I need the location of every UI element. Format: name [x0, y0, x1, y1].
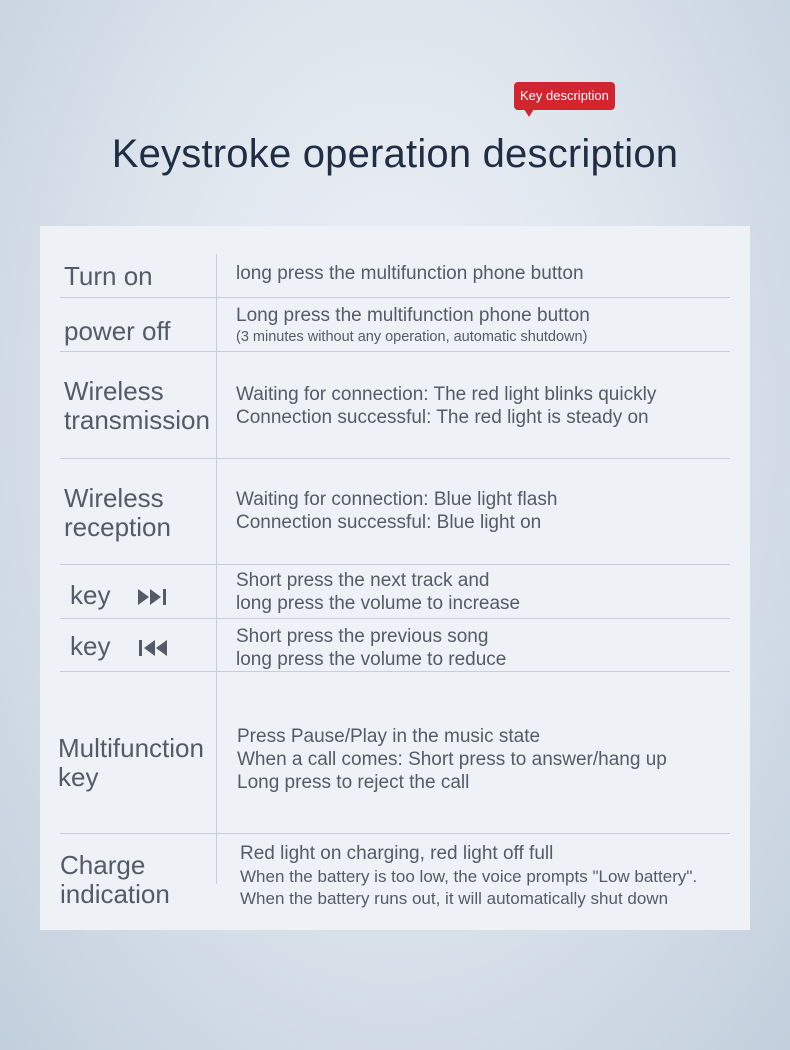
key-label-line: transmission [64, 405, 210, 435]
key-label-text: key [70, 631, 111, 661]
key-description-badge: Key description [514, 82, 615, 110]
desc-line: Connection successful: Blue light on [236, 512, 542, 533]
desc-power-off [236, 304, 590, 347]
key-label-previous [70, 632, 168, 661]
desc-multifunction [237, 725, 667, 794]
key-label-power-off: power off [64, 316, 171, 346]
row-divider [60, 671, 730, 672]
row-divider [60, 458, 730, 459]
desc-line: Long press the multifunction phone button [236, 305, 590, 326]
desc-note: (3 minutes without any operation, automatic shutdown) [236, 329, 588, 345]
row-divider [60, 564, 730, 565]
desc-turn-on [236, 262, 584, 285]
desc-line: Connection successful: The red light is steady on [236, 407, 649, 428]
key-label-multifunction [58, 734, 204, 792]
key-label-line: indication [60, 879, 170, 909]
key-label-wireless-transmission [64, 377, 210, 435]
desc-line: Short press the next track and [236, 570, 490, 591]
desc-wireless-reception [236, 488, 557, 534]
key-label-line: reception [64, 512, 171, 542]
desc-next [236, 569, 520, 615]
desc-line: Long press to reject the call [237, 772, 470, 793]
row-divider [60, 618, 730, 619]
key-label-line: key [58, 762, 99, 792]
key-label-next [70, 581, 168, 610]
row-divider [60, 833, 730, 834]
key-label-line: Charge [60, 850, 146, 880]
previous-track-icon [138, 638, 168, 658]
key-label-line: Wireless [64, 376, 164, 406]
row-divider [60, 351, 730, 352]
column-divider [216, 254, 217, 884]
desc-line: Waiting for connection: Blue light flash [236, 489, 558, 510]
desc-line: When the battery runs out, it will automatically shut down [240, 889, 669, 908]
desc-line: long press the volume to increase [236, 593, 521, 614]
next-track-icon [138, 587, 168, 607]
key-label-wireless-reception [64, 484, 171, 542]
key-label-line: Multifunction [58, 733, 204, 763]
desc-charge-indication [240, 842, 697, 910]
row-divider [60, 297, 730, 298]
desc-line: long press the multifunction phone button [236, 263, 584, 284]
desc-line: When the battery is too low, the voice prompts "Low battery". [240, 867, 698, 886]
desc-previous [236, 625, 506, 671]
key-label-turn-on: Turn on [64, 261, 153, 291]
desc-line: Waiting for connection: The red light blinks quickly [236, 384, 657, 405]
desc-line: Red light on charging, red light off full [240, 843, 554, 864]
key-label-line: Wireless [64, 483, 164, 513]
desc-wireless-transmission [236, 383, 656, 429]
key-table [40, 226, 750, 930]
desc-line: Press Pause/Play in the music state [237, 726, 541, 747]
key-label-text: key [70, 580, 111, 610]
desc-line: When a call comes: Short press to answer/hang up [237, 749, 667, 770]
desc-line: Short press the previous song [236, 626, 489, 647]
key-label-charge-indication [60, 851, 170, 909]
page-title: Keystroke operation description [111, 132, 679, 176]
desc-line: long press the volume to reduce [236, 649, 507, 670]
